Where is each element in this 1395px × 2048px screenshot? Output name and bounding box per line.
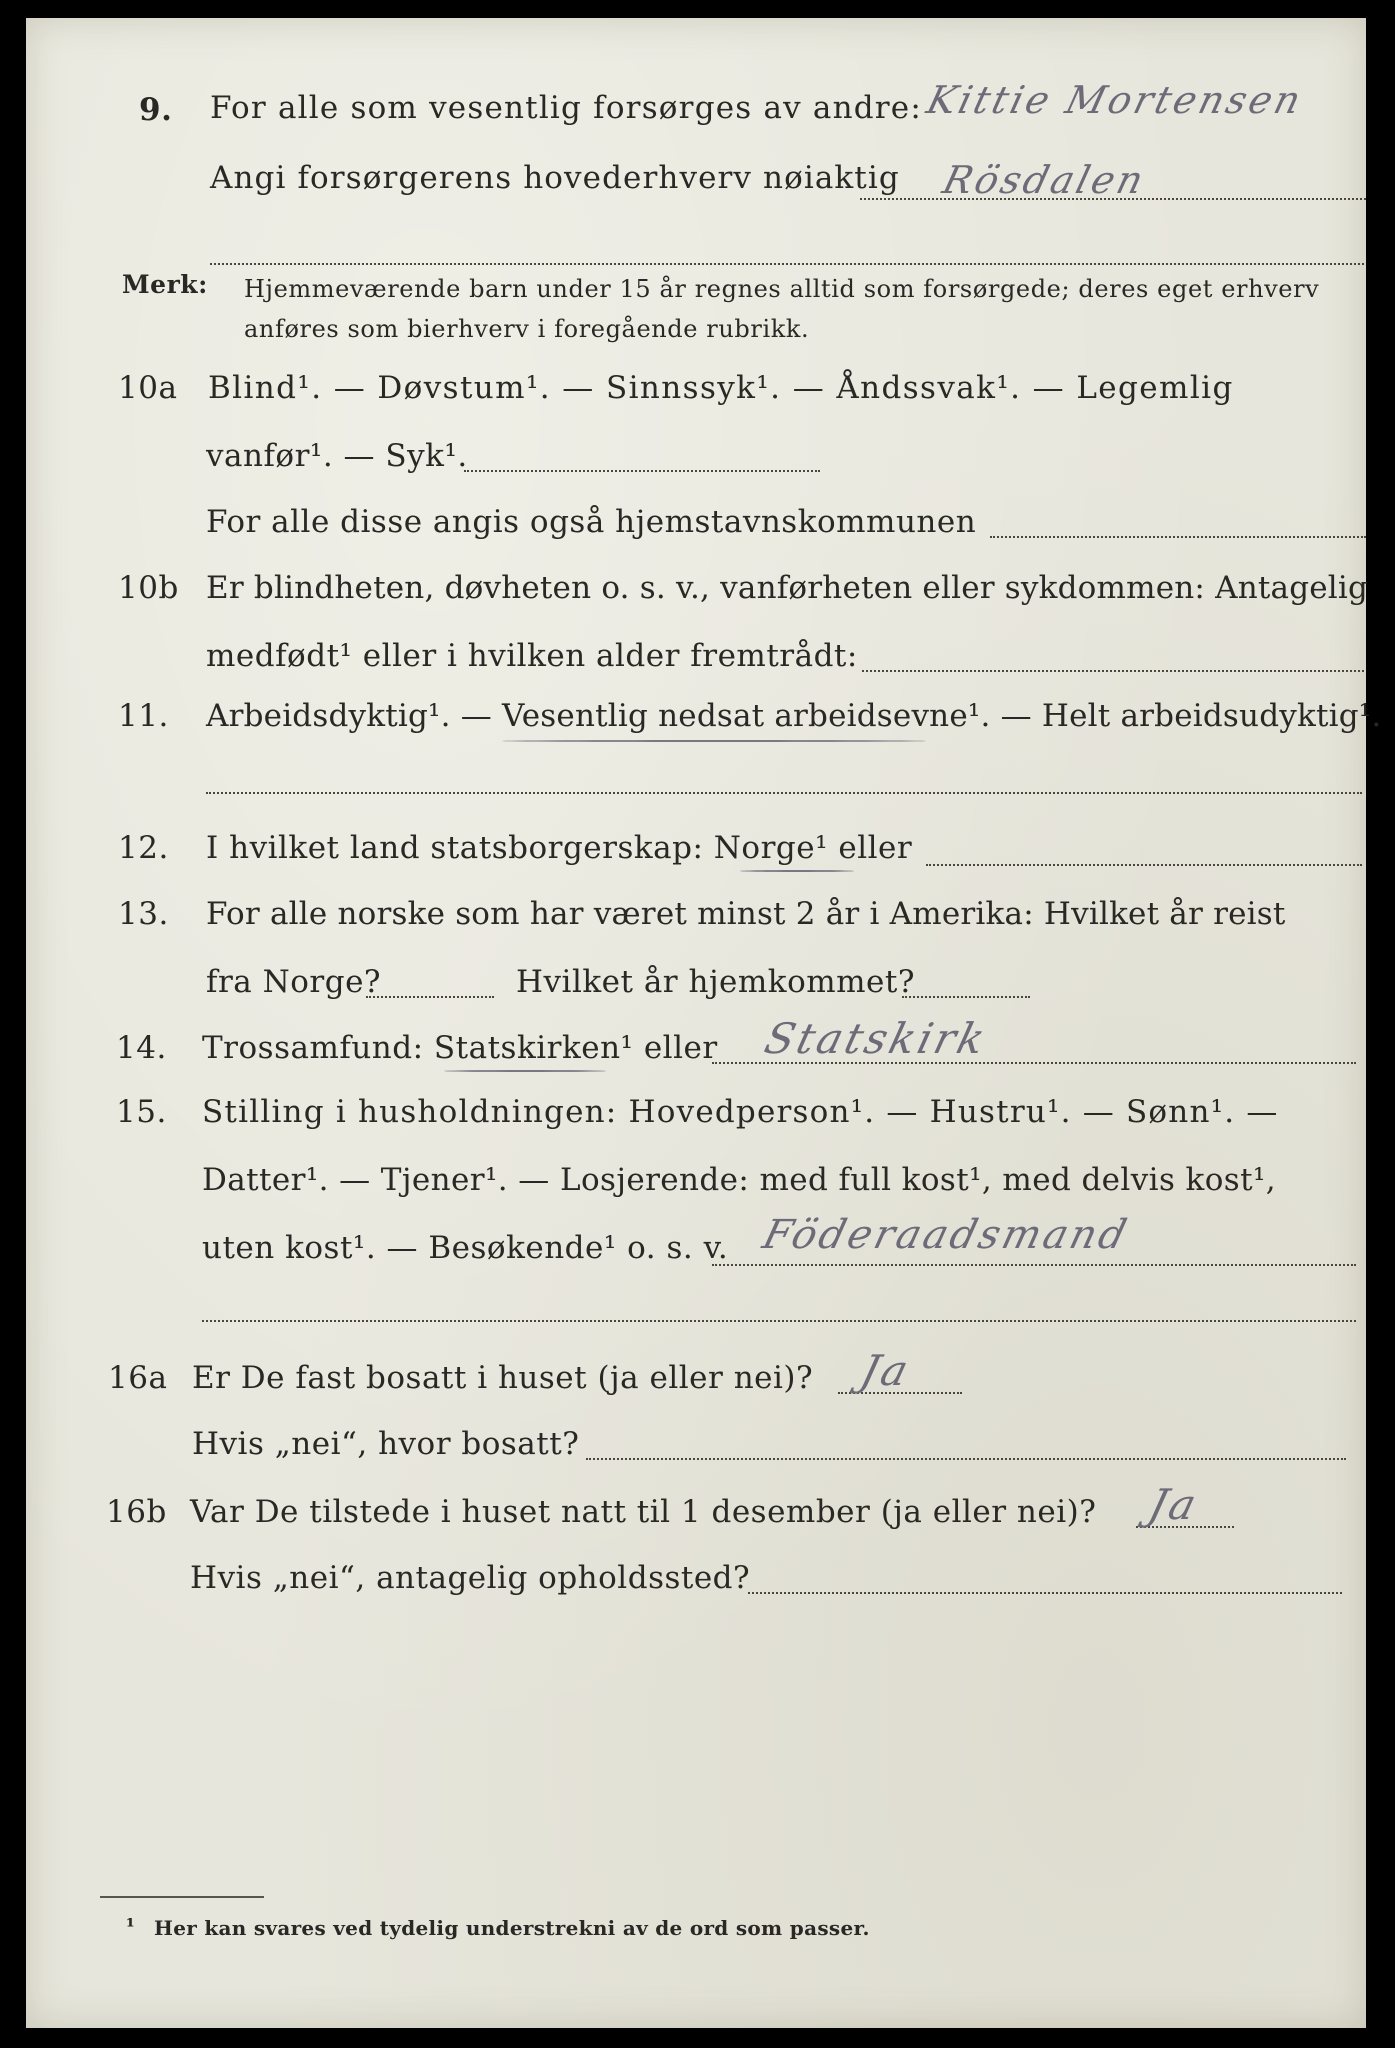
footnote-text: Her kan svares ved tydelig understrekni av de ord som passer. — [154, 1916, 870, 1940]
q14-number: 14. — [116, 1030, 167, 1066]
q11-underline-vesentlig — [502, 740, 926, 742]
q10b-number: 10b — [118, 570, 179, 606]
q14-underline-statskirken — [444, 1070, 606, 1072]
q15-line1: Stilling i husholdningen: Hovedperson¹. — Hustru¹. — Sønn¹. — — [202, 1094, 1279, 1130]
q12-answer-line — [926, 864, 1362, 866]
q13-hjemkommet-line — [902, 996, 1030, 998]
q9-extra-line — [210, 263, 1364, 265]
q10a-hjemstavn-line — [990, 536, 1366, 538]
q10b-answer-line — [862, 670, 1364, 672]
q10b-line1: Er blindheten, døvheten o. s. v., vanførheten eller sykdommen: Antagelig — [206, 570, 1369, 606]
census-form-page — [26, 18, 1382, 2028]
q12-number: 12. — [118, 830, 169, 866]
q16b-answer: Ja — [1143, 1480, 1204, 1529]
merk-line2: anføres som bierhverv i foregående rubrikk. — [244, 315, 810, 343]
q9-line1: For alle som vesentlig forsørges av andre: — [210, 90, 922, 126]
footnote-mark: ¹ — [126, 1914, 136, 1938]
q10a-line2: vanfør¹. — Syk¹. — [206, 438, 468, 474]
q15-number: 15. — [116, 1094, 167, 1130]
q10a-syk-line — [464, 470, 820, 472]
q11-number: 11. — [118, 698, 169, 734]
q16b-opholdssted-line — [748, 1592, 1342, 1594]
q16a-bosatt-line — [586, 1458, 1346, 1460]
q13-line1: For alle norske som har været minst 2 år i Amerika: Hvilket år reist — [206, 896, 1286, 932]
q15-answer: Föderaadsmand — [758, 1212, 1134, 1258]
q10b-line2: medfødt¹ eller i hvilken alder fremtrådt: — [206, 638, 858, 674]
q16a-line1: Er De fast bosatt i huset (ja eller nei)? — [192, 1360, 814, 1396]
q12-line1: I hvilket land statsborgerskap: Norge¹ eller — [206, 830, 913, 866]
q16b-number: 16b — [106, 1494, 167, 1530]
q16b-line1: Var De tilstede i huset natt til 1 desember (ja eller nei)? — [190, 1494, 1097, 1530]
q13-number: 13. — [118, 896, 169, 932]
q9-answer-occupation: Rösdalen — [938, 158, 1151, 202]
q16a-number: 16a — [108, 1360, 168, 1396]
q15-extra-line — [202, 1320, 1356, 1322]
q12-underline-norge — [740, 870, 854, 872]
q15-line3: uten kost¹. — Besøkende¹ o. s. v. — [202, 1230, 729, 1266]
q14-answer: Statskirk — [759, 1014, 993, 1063]
q9-answer-name: Kittie Mortensen — [922, 78, 1308, 122]
q13-line2b: Hvilket år hjemkommet? — [516, 964, 915, 1000]
q14-line1: Trossamfund: Statskirken¹ eller — [202, 1030, 718, 1066]
q10a-line1: Blind¹. — Døvstum¹. — Sinnssyk¹. — Åndssvak¹. — Legemlig — [208, 370, 1234, 406]
q11-line1: Arbeidsdyktig¹. — Vesentlig nedsat arbeidsevne¹. — Helt arbeidsudyktig¹. — [206, 698, 1382, 734]
q10a-number: 10a — [118, 370, 178, 406]
q9-line2: Angi forsørgerens hovederhverv nøiaktig — [210, 160, 900, 196]
merk-label: Merk: — [122, 270, 208, 299]
q11-extra-line — [206, 792, 1362, 794]
q13-line2a: fra Norge? — [206, 964, 382, 1000]
q13-reist-line — [366, 996, 494, 998]
q15-line2: Datter¹. — Tjener¹. — Losjerende: med full kost¹, med delvis kost¹, — [202, 1162, 1277, 1198]
q10a-line3: For alle disse angis også hjemstavnskommunen — [206, 504, 977, 540]
q9-number: 9. — [139, 92, 173, 128]
q16b-line2: Hvis „nei“, antagelig opholdssted? — [190, 1560, 751, 1596]
footnote-rule — [100, 1896, 264, 1898]
q16a-answer: Ja — [855, 1346, 916, 1395]
q16a-line2: Hvis „nei“, hvor bosatt? — [192, 1426, 580, 1462]
merk-line1: Hjemmeværende barn under 15 år regnes alltid som forsørgede; deres eget erhverv — [244, 275, 1320, 303]
q15-answer-line — [712, 1264, 1356, 1266]
